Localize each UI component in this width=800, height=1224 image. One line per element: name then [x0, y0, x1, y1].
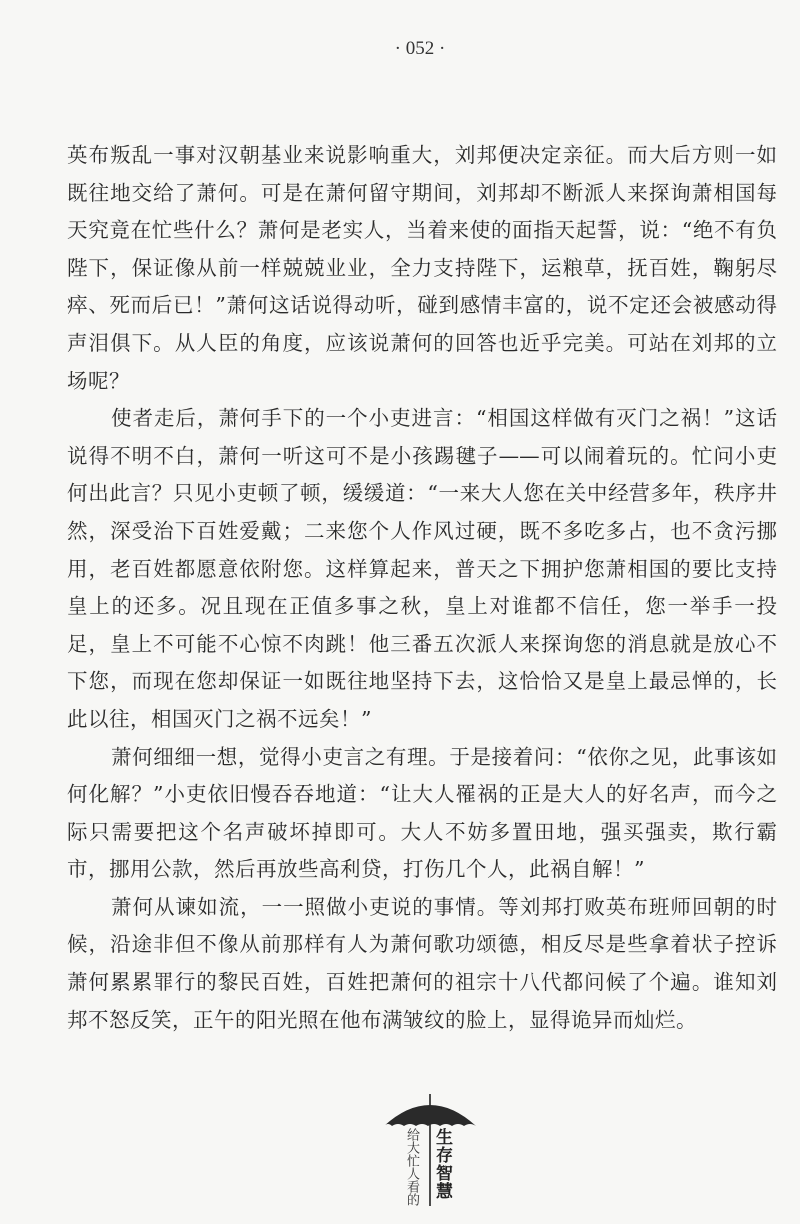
text-line: 邦不怒反笑，正午的阳光照在他布满皱纹的脸上，显得诡异而灿烂。 [67, 1007, 697, 1032]
text-line: 萧何累累罪行的黎民百姓，百姓把萧何的祖宗十八代都问候了个遍。谁知刘 [67, 970, 777, 995]
text-line: 使者走后，萧何手下的一个小吏进言：“相国这样做有灭门之祸！”这话 [111, 406, 777, 431]
page-body [67, 137, 777, 1039]
text-line: 陛下，保证像从前一样兢兢业业，全力支持陛下，运粮草，抚百姓，鞠躬尽 [67, 255, 777, 280]
text-line: 此以往，相国灭门之祸不远矣！” [67, 706, 372, 731]
text-line: 天究竟在忙些什么？萧何是老实人，当着来使的面指天起誓，说：“绝不有负 [67, 218, 777, 243]
paragraph [67, 889, 777, 1039]
text-line: 声泪俱下。从人臣的角度，应该说萧何的回答也近乎完美。可站在刘邦的立 [67, 330, 777, 355]
text-line: 下您，而现在您却保证一如既往地坚持下去，这恰恰又是皇上最忌惮的，长 [67, 669, 777, 694]
text-line: 萧何细细一想，觉得小吏言之有理。于是接着问：“依你之见，此事该如 [111, 744, 777, 769]
text-line: 足，皇上不可能不心惊不肉跳！他三番五次派人来探询您的消息就是放心不 [67, 631, 777, 656]
text-line: 说得不明不白，萧何一听这可不是小孩踢毽子——可以闹着玩的。忙问小吏 [67, 443, 777, 468]
series-logo [378, 1088, 478, 1218]
paragraph [67, 137, 777, 400]
text-line: 皇上的还多。况且现在正值多事之秋，皇上对谁都不信任，您一举手一投 [67, 594, 777, 619]
text-line: 瘁、死而后已！”萧何这话说得动听，碰到感情丰富的，说不定还会被感动得 [67, 293, 777, 318]
text-line: 际只需要把这个名声破坏掉即可。大人不妨多置田地，强买强卖，欺行霸 [67, 819, 777, 844]
text-line: 然，深受治下百姓爱戴；二来您个人作风过硬，既不多吃多占，也不贪污挪 [67, 518, 777, 543]
paragraph [67, 739, 777, 889]
text-line: 候，沿途非但不像从前那样有人为萧何歌功颂德，相反尽是些拿着状子控诉 [67, 932, 777, 957]
text-line: 何出此言？只见小吏顿了顿，缓缓道：“一来大人您在关中经营多年，秩序井 [67, 481, 777, 506]
text-line: 场呢？ [67, 368, 130, 393]
text-line: 英布叛乱一事对汉朝基业来说影响重大，刘邦便决定亲征。而大后方则一如 [67, 143, 777, 167]
text-line: 既往地交给了萧何。可是在萧何留守期间，刘邦却不断派人来探询萧相国每 [67, 180, 777, 205]
text-line: 萧何从谏如流，一一照做小吏说的事情。等刘邦打败英布班师回朝的时 [111, 894, 777, 919]
text-line: 何化解？”小吏依旧慢吞吞地道：“让大人罹祸的正是大人的好名声，而今之 [67, 782, 777, 807]
umbrella-icon [378, 1088, 478, 1218]
logo-subtitle: 给大忙人看的 [404, 1128, 419, 1206]
page-number: · 052 · [394, 38, 446, 59]
text-line: 用，老百姓都愿意依附您。这样算起来，普天之下拥护您萧相国的要比支持 [67, 556, 777, 581]
logo-title: 生存智慧 [432, 1128, 452, 1200]
paragraph [67, 400, 777, 738]
text-line: 市，挪用公款，然后再放些高利贷，打伤几个人，此祸自解！” [67, 857, 645, 882]
